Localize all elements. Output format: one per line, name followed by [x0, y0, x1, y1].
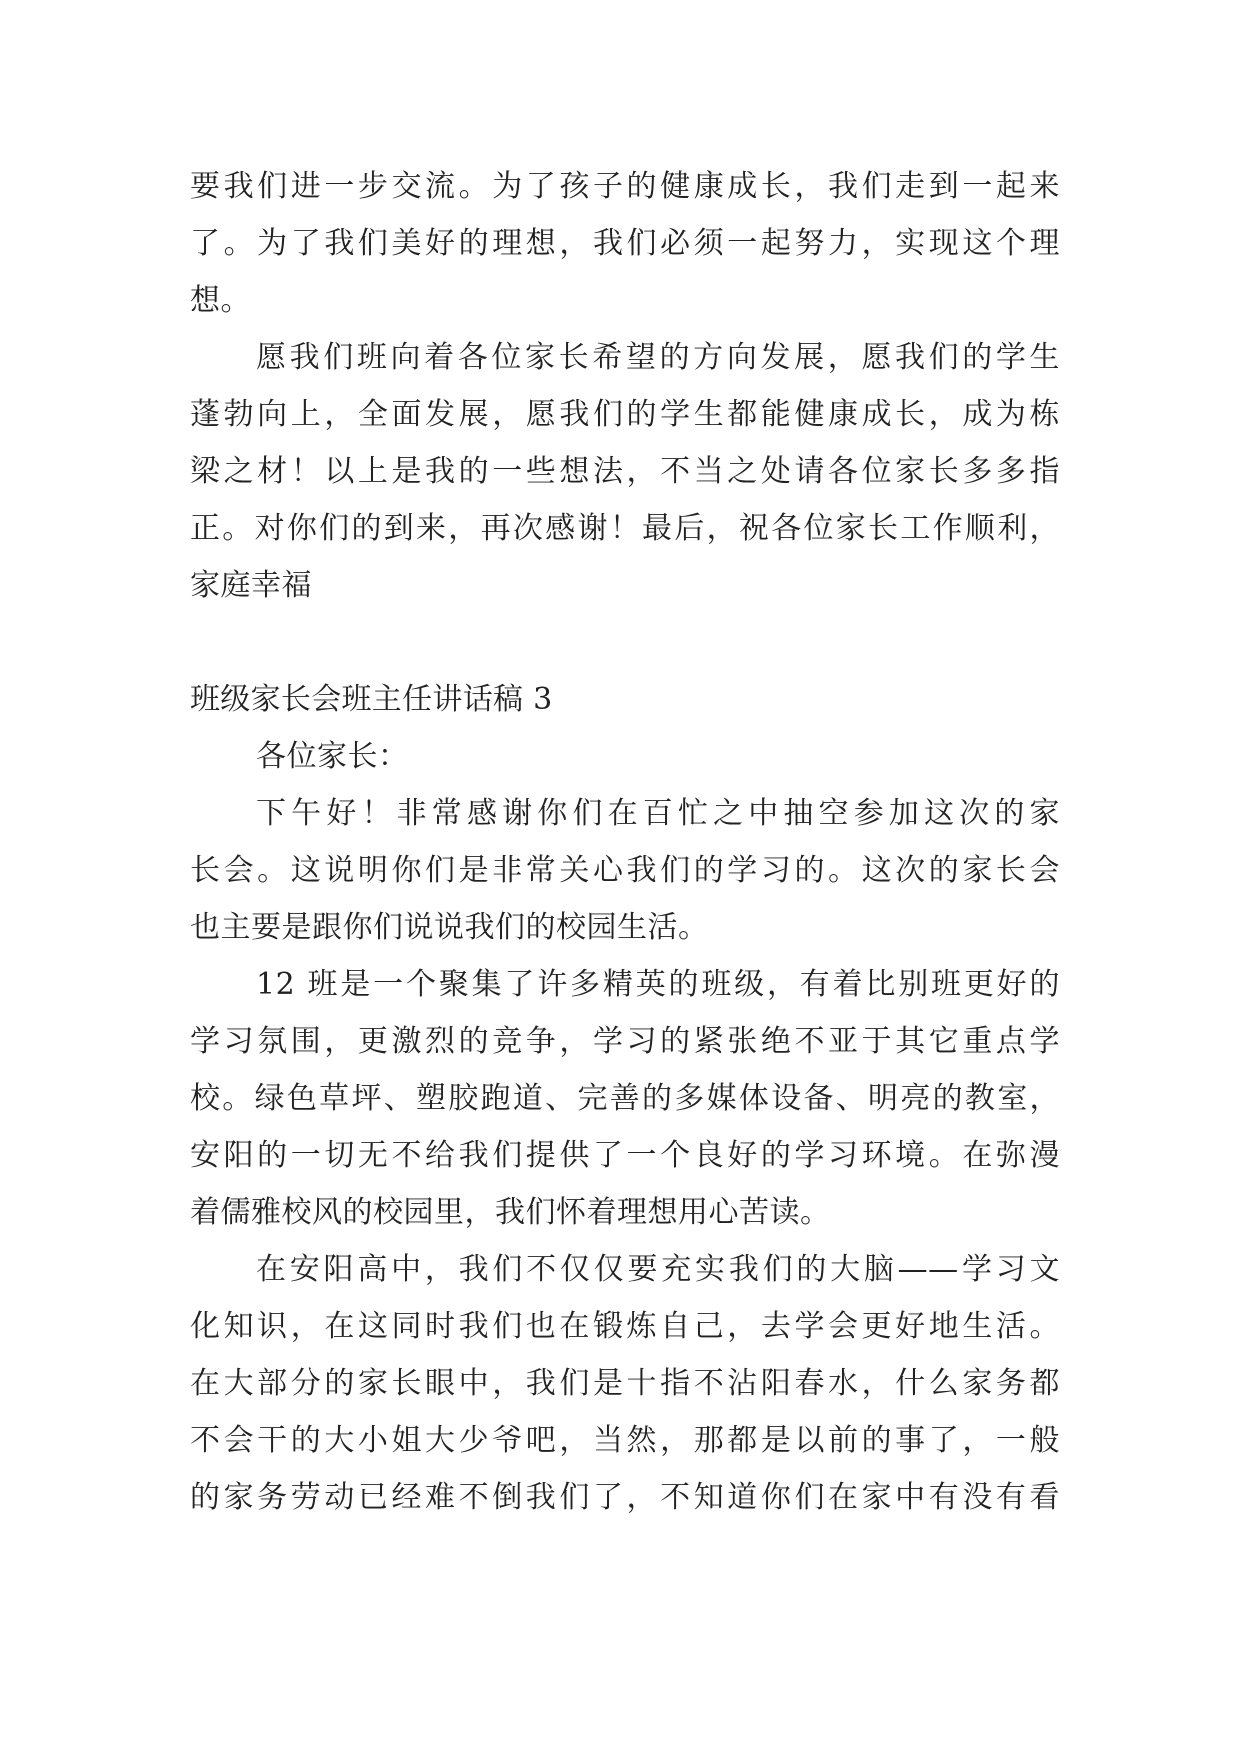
- text-line: 校。绿色草坪、塑胶跑道、完善的多媒体设备、明亮的教室，: [190, 1081, 1060, 1116]
- text-line: 化知识，在这同时我们也在锻炼自己，去学会更好地生活。: [190, 1309, 1060, 1344]
- text-line: 要我们进一步交流。为了孩子的健康成长，我们走到一起来: [190, 169, 1060, 204]
- text-line: 也主要是跟你们说说我们的校园生活。: [190, 910, 709, 945]
- salutation: 各位家长：: [256, 739, 409, 774]
- text-line: 在安阳高中，我们不仅仅要充实我们的大脑——学习文: [256, 1252, 1060, 1287]
- text-line: 在大部分的家长眼中，我们是十指不沾阳春水，什么家务都: [190, 1366, 1060, 1401]
- text-line: 蓬勃向上，全面发展，愿我们的学生都能健康成长，成为栋: [190, 397, 1060, 432]
- section-title: 班级家长会班主任讲话稿 3: [190, 682, 553, 717]
- text-line: 的家务劳动已经难不倒我们了，不知道你们在家中有没有看: [190, 1480, 1060, 1515]
- text-line: 着儒雅校风的校园里，我们怀着理想用心苦读。: [190, 1195, 831, 1230]
- text-line: 愿我们班向着各位家长希望的方向发展，愿我们的学生: [256, 340, 1060, 375]
- text-line: 梁之材！以上是我的一些想法，不当之处请各位家长多多指: [190, 454, 1060, 489]
- text-line: 不会干的大小姐大少爷吧，当然，那都是以前的事了，一般: [190, 1423, 1060, 1458]
- section-gap: [190, 614, 1060, 671]
- text-line: 正。对你们的到来，再次感谢！最后，祝各位家长工作顺利，: [190, 511, 1060, 546]
- text-line: 长会。这说明你们是非常关心我们的学习的。这次的家长会: [190, 853, 1060, 888]
- text-line: 学习氛围，更激烈的竞争，学习的紧张绝不亚于其它重点学: [190, 1024, 1060, 1059]
- text-line: 安阳的一切无不给我们提供了一个良好的学习环境。在弥漫: [190, 1138, 1060, 1173]
- document-body: [190, 158, 1060, 1526]
- text-line: 12 班是一个聚集了许多精英的班级，有着比别班更好的: [256, 967, 1060, 1002]
- text-line: 了。为了我们美好的理想，我们必须一起努力，实现这个理: [190, 226, 1060, 261]
- text-line: 想。: [190, 283, 251, 318]
- text-line: 家庭幸福: [190, 568, 312, 603]
- text-line: 下午好！非常感谢你们在百忙之中抽空参加这次的家: [256, 796, 1060, 831]
